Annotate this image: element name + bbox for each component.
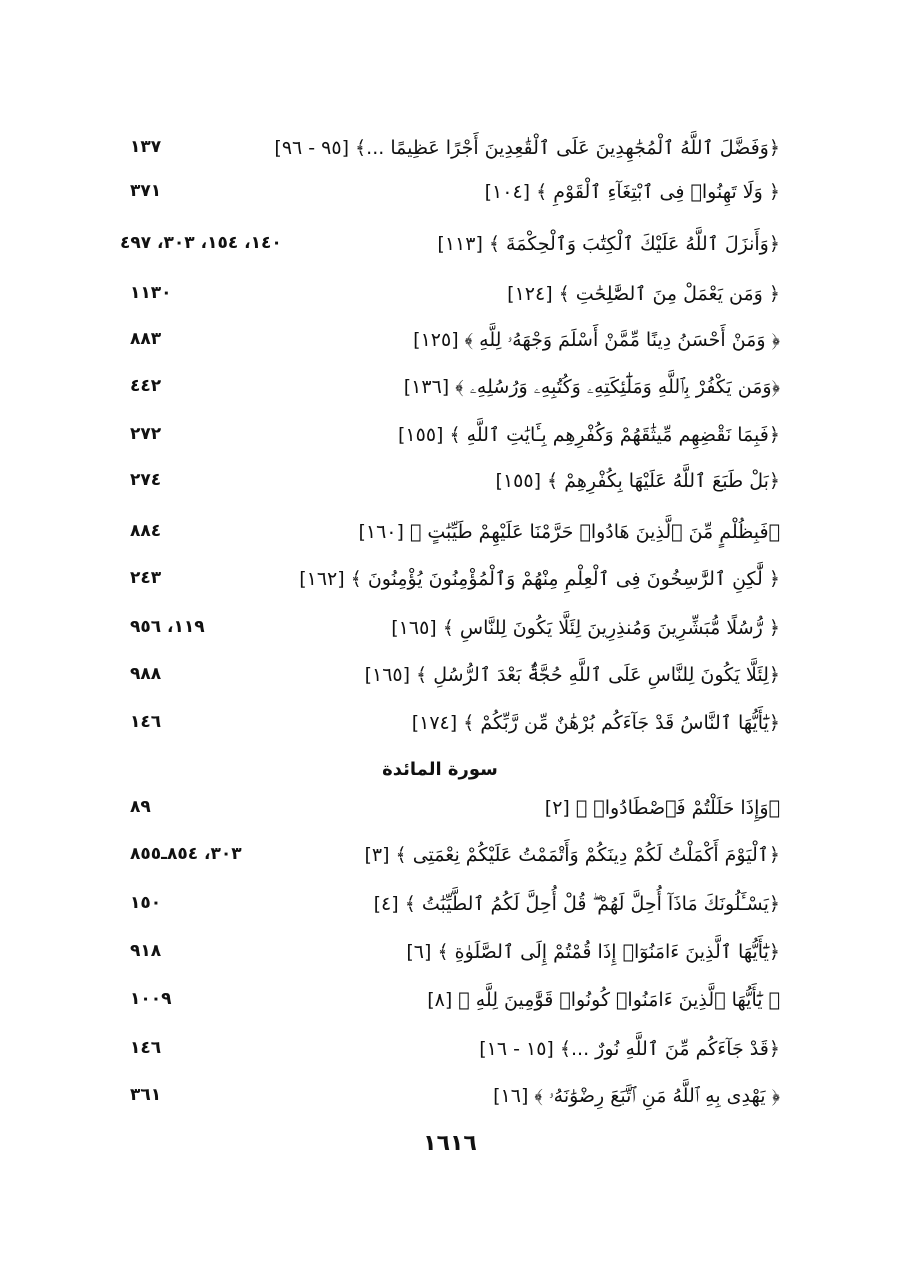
page-references: ٩١٨ xyxy=(130,941,162,961)
page-references: ١٠٠٩ xyxy=(130,989,172,1009)
verse-citation: ﴿ رُّسُلًا مُّبَشِّرِينَ وَمُنذِرِينَ لِئَلَّا يَكُونَ لِلنَّاسِ ﴾ [١٦٥] xyxy=(391,617,780,639)
page-references: ٨٨٤ xyxy=(130,521,162,541)
index-entry xyxy=(100,229,780,273)
verse-citation: ﴿بَلْ طَبَعَ ٱللَّهُ عَلَيْهَا بِكُفْرِهِمْ ﴾ [١٥٥] xyxy=(495,470,780,492)
index-entry xyxy=(100,564,780,608)
page-references: ١٥٠ xyxy=(130,893,162,913)
verse-citation: ﴿فَبِمَا نَقْضِهِم مِّيثَٰقَهُمْ وَكُفْرِهِم بِـَٔايَٰتِ ٱللَّهِ ﴾ [١٥٥] xyxy=(398,424,780,446)
verse-citation: ﴿وَمَن يَكْفُرْ بِٱللَّهِ وَمَلَٰٓئِكَتِهِۦ وَكُتُبِهِۦ وَرُسُلِهِۦ ﴾ [١٣٦] xyxy=(403,376,780,398)
verse-citation: ﴿يَٰٓأَيُّهَا ٱلنَّاسُ قَدْ جَآءَكُم بُرْهَٰنٌ مِّن رَّبِّكُمْ ﴾ [١٧٤] xyxy=(411,712,780,734)
page-references: ٩٨٨ xyxy=(130,664,162,684)
index-entry xyxy=(100,1081,780,1125)
page-references: ٢٤٣ xyxy=(130,568,162,588)
page-references: ١٤٦ xyxy=(130,712,162,732)
verse-citation: ﴿ وَمَنْ أَحْسَنُ دِينًا مِّمَّنْ أَسْلَمَ وَجْهَهُۥ لِلَّهِ ﴾ [١٢٥] xyxy=(413,329,780,351)
verse-citation: ﴿وَإِذَا حَلَلْتُمْ فَٱصْطَادُوا۟ ﴾ [٢] xyxy=(544,797,780,819)
index-entry xyxy=(100,708,780,752)
verse-citation: ﴿قَدْ جَآءَكُم مِّنَ ٱللَّهِ نُورٌ ...﴾ [١٥ - ١٦] xyxy=(479,1038,780,1060)
verse-citation: ﴿ يَهْدِى بِهِ ٱللَّهُ مَنِ ٱتَّبَعَ رِضْوَٰنَهُۥ ﴾ [١٦] xyxy=(493,1085,780,1107)
page-references: ٣٦١ xyxy=(130,1085,162,1105)
verse-citation: ﴿ وَمَن يَعْمَلْ مِنَ ٱلصَّٰلِحَٰتِ ﴾ [١٢٤] xyxy=(507,283,780,305)
page-references: ١١٣٠ xyxy=(130,283,172,303)
page-references: ٨٨٣ xyxy=(130,329,162,349)
index-entry xyxy=(100,325,780,369)
page-references: ١٤٠، ١٥٤، ٣٠٣، ٤٩٧ xyxy=(120,233,282,253)
index-entry xyxy=(100,985,780,1029)
page-number: ١٦١٦ xyxy=(423,1131,477,1156)
index-entry xyxy=(100,466,780,510)
page-references: ٣٧١ xyxy=(130,181,162,201)
index-entry xyxy=(100,517,780,561)
verse-citation: ﴿ لَّٰكِنِ ٱلرَّٰسِخُونَ فِى ٱلْعِلْمِ مِنْهُمْ وَٱلْمُؤْمِنُونَ يُؤْمِنُونَ ﴾ [١٦٢] xyxy=(299,568,780,590)
index-entry xyxy=(100,937,780,981)
verse-citation: ﴿ٱلْيَوْمَ أَكْمَلْتُ لَكُمْ دِينَكُمْ وَأَتْمَمْتُ عَلَيْكُمْ نِعْمَتِى ﴾ [٣] xyxy=(364,844,780,866)
verse-citation: ﴿يَٰٓأَيُّهَا ٱلَّذِينَ ءَامَنُوٓا۟ إِذَا قُمْتُمْ إِلَى ٱلصَّلَوٰةِ ﴾ [٦] xyxy=(406,941,780,963)
index-entry xyxy=(100,889,780,933)
index-entry xyxy=(100,420,780,464)
page-references: ١٤٦ xyxy=(130,1038,162,1058)
page-references: ٣٠٣، ٨٥٤ـ٨٥٥ xyxy=(130,844,242,864)
page-references: ٢٧٢ xyxy=(130,424,162,444)
verse-citation: ﴿ وَلَا تَهِنُوا۟ فِى ٱبْتِغَآءِ ٱلْقَوْمِ ﴾ [١٠٤] xyxy=(484,181,780,203)
page-references: ٢٧٤ xyxy=(130,470,162,490)
index-entry xyxy=(100,177,780,221)
page-references: ٨٩ xyxy=(130,797,151,817)
index-entry xyxy=(100,279,780,323)
index-entry xyxy=(100,133,780,177)
verse-citation: ﴿ يَٰٓأَيُّهَا ٱلَّذِينَ ءَامَنُوا۟ كُونُوا۟ قَوَّٰمِينَ لِلَّهِ ﴾ [٨] xyxy=(427,989,780,1011)
index-entry xyxy=(100,840,780,884)
index-entry xyxy=(100,793,780,837)
index-entry xyxy=(100,613,780,657)
index-entry xyxy=(100,1034,780,1078)
verse-citation: ﴿وَفَضَّلَ ٱللَّهُ ٱلْمُجَٰهِدِينَ عَلَى ٱلْقَٰعِدِينَ أَجْرًا عَظِيمًا ...﴾ [٩٥ - ٩٦] xyxy=(274,137,780,159)
page-references: ٤٤٢ xyxy=(130,376,162,396)
index-entry xyxy=(100,372,780,416)
verse-citation: ﴿يَسْـَٔلُونَكَ مَاذَآ أُحِلَّ لَهُمْ ۖ قُلْ أُحِلَّ لَكُمُ ٱلطَّيِّبَٰتُ ﴾ [٤] xyxy=(373,893,780,915)
verse-citation: ﴿وَأَنزَلَ ٱللَّهُ عَلَيْكَ ٱلْكِتَٰبَ وَٱلْحِكْمَةَ ﴾ [١١٣] xyxy=(437,233,780,255)
page-references: ١١٩، ٩٥٦ xyxy=(130,617,205,637)
page-references: ١٣٧ xyxy=(130,137,162,157)
surah-heading: سورة المائدة xyxy=(382,759,498,780)
verse-citation: ﴿لِئَلَّا يَكُونَ لِلنَّاسِ عَلَى ٱللَّهِ حُجَّةٌۢ بَعْدَ ٱلرُّسُلِ ﴾ [١٦٥] xyxy=(364,664,780,686)
verse-citation: ﴿فَبِظُلْمٍ مِّنَ ٱلَّذِينَ هَادُوا۟ حَرَّمْنَا عَلَيْهِمْ طَيِّبَٰتٍ ﴾ [١٦٠] xyxy=(358,521,780,543)
index-entry xyxy=(100,660,780,704)
